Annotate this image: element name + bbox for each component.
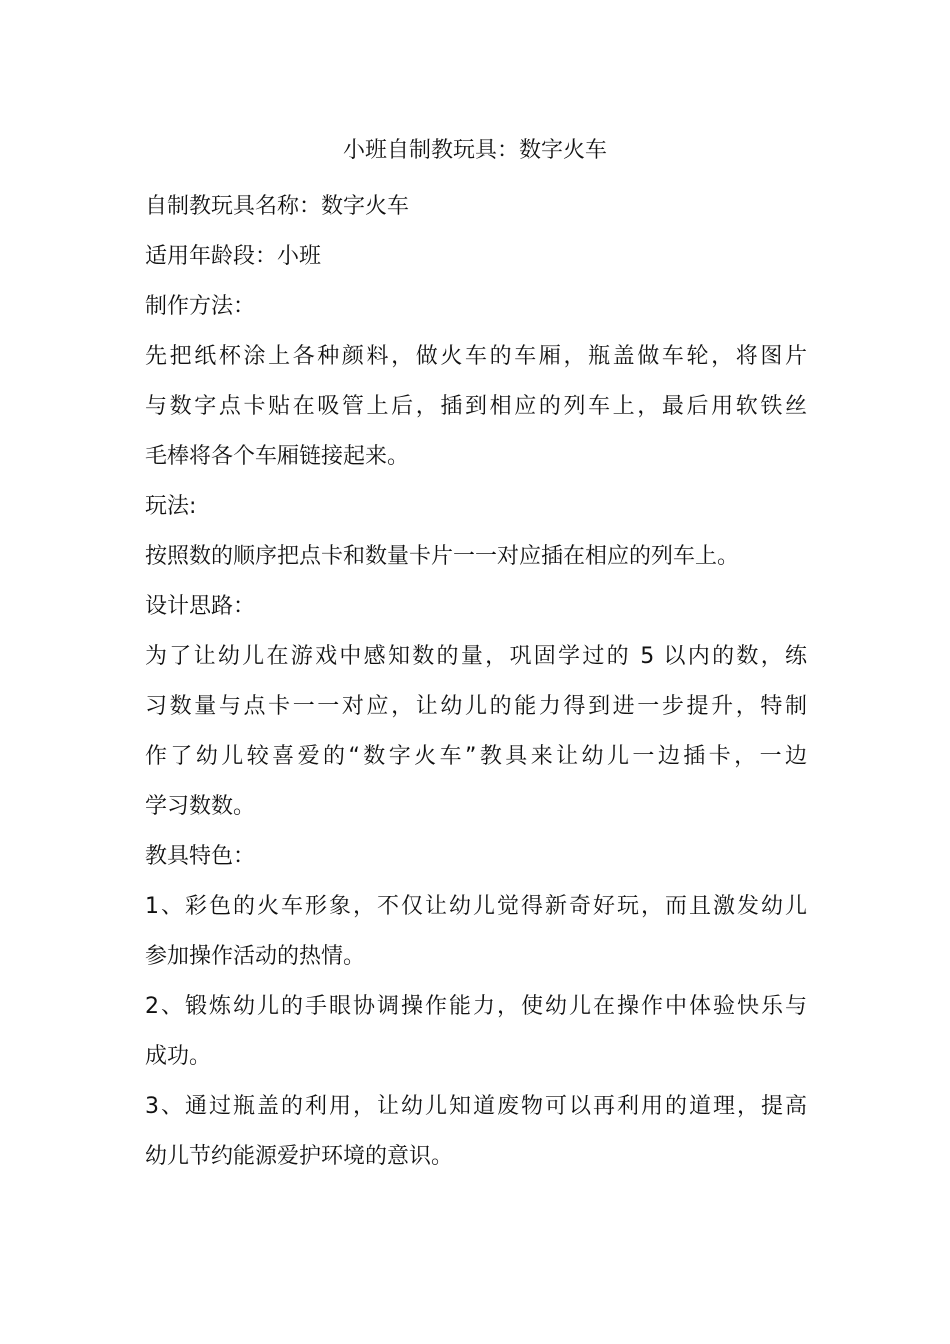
- paragraph-line: 毛棒将各个车厢链接起来。: [145, 444, 410, 469]
- heading-features: 教具特色：: [145, 844, 256, 869]
- feature-3-line: 3、通过瓶盖的利用，让幼儿知道废物可以再利用的道理，提高: [145, 1094, 807, 1119]
- feature-1-line: 1、彩色的火车形象，不仅让幼儿觉得新奇好玩，而且激发幼儿: [145, 894, 807, 919]
- heading-design-idea: 设计思路：: [145, 594, 256, 619]
- document-body: [145, 182, 807, 1182]
- feature-2-line: 2、锻炼幼儿的手眼协调操作能力，使幼儿在操作中体验快乐与: [145, 994, 807, 1019]
- paragraph-line: 为了让幼儿在游戏中感知数的量，巩固学过的 5 以内的数，练: [145, 644, 807, 669]
- paragraph-line: 先把纸杯涂上各种颜料，做火车的车厢，瓶盖做车轮，将图片: [145, 344, 807, 369]
- feature-1-line: 参加操作活动的热情。: [145, 944, 366, 969]
- line-age-group: 适用年龄段：小班: [145, 244, 322, 269]
- paragraph-line: 与数字点卡贴在吸管上后，插到相应的列车上，最后用软铁丝: [145, 394, 807, 419]
- heading-play-method: 玩法:: [145, 494, 197, 519]
- paragraph-line: 作了幼儿较喜爱的“数字火车”教具来让幼儿一边插卡，一边: [145, 744, 807, 769]
- line-toy-name: 自制教玩具名称：数字火车: [145, 194, 410, 219]
- document-title: 小班自制教玩具：数字火车: [342, 138, 607, 163]
- paragraph-line: 学习数数。: [145, 794, 256, 819]
- paragraph-line: 按照数的顺序把点卡和数量卡片一一对应插在相应的列车上。: [145, 544, 740, 569]
- heading-making-method: 制作方法：: [145, 294, 256, 319]
- feature-2-line: 成功。: [145, 1044, 212, 1069]
- paragraph-line: 习数量与点卡一一对应，让幼儿的能力得到进一步提升，特制: [145, 694, 807, 719]
- feature-3-line: 幼儿节约能源爱护环境的意识。: [145, 1144, 454, 1169]
